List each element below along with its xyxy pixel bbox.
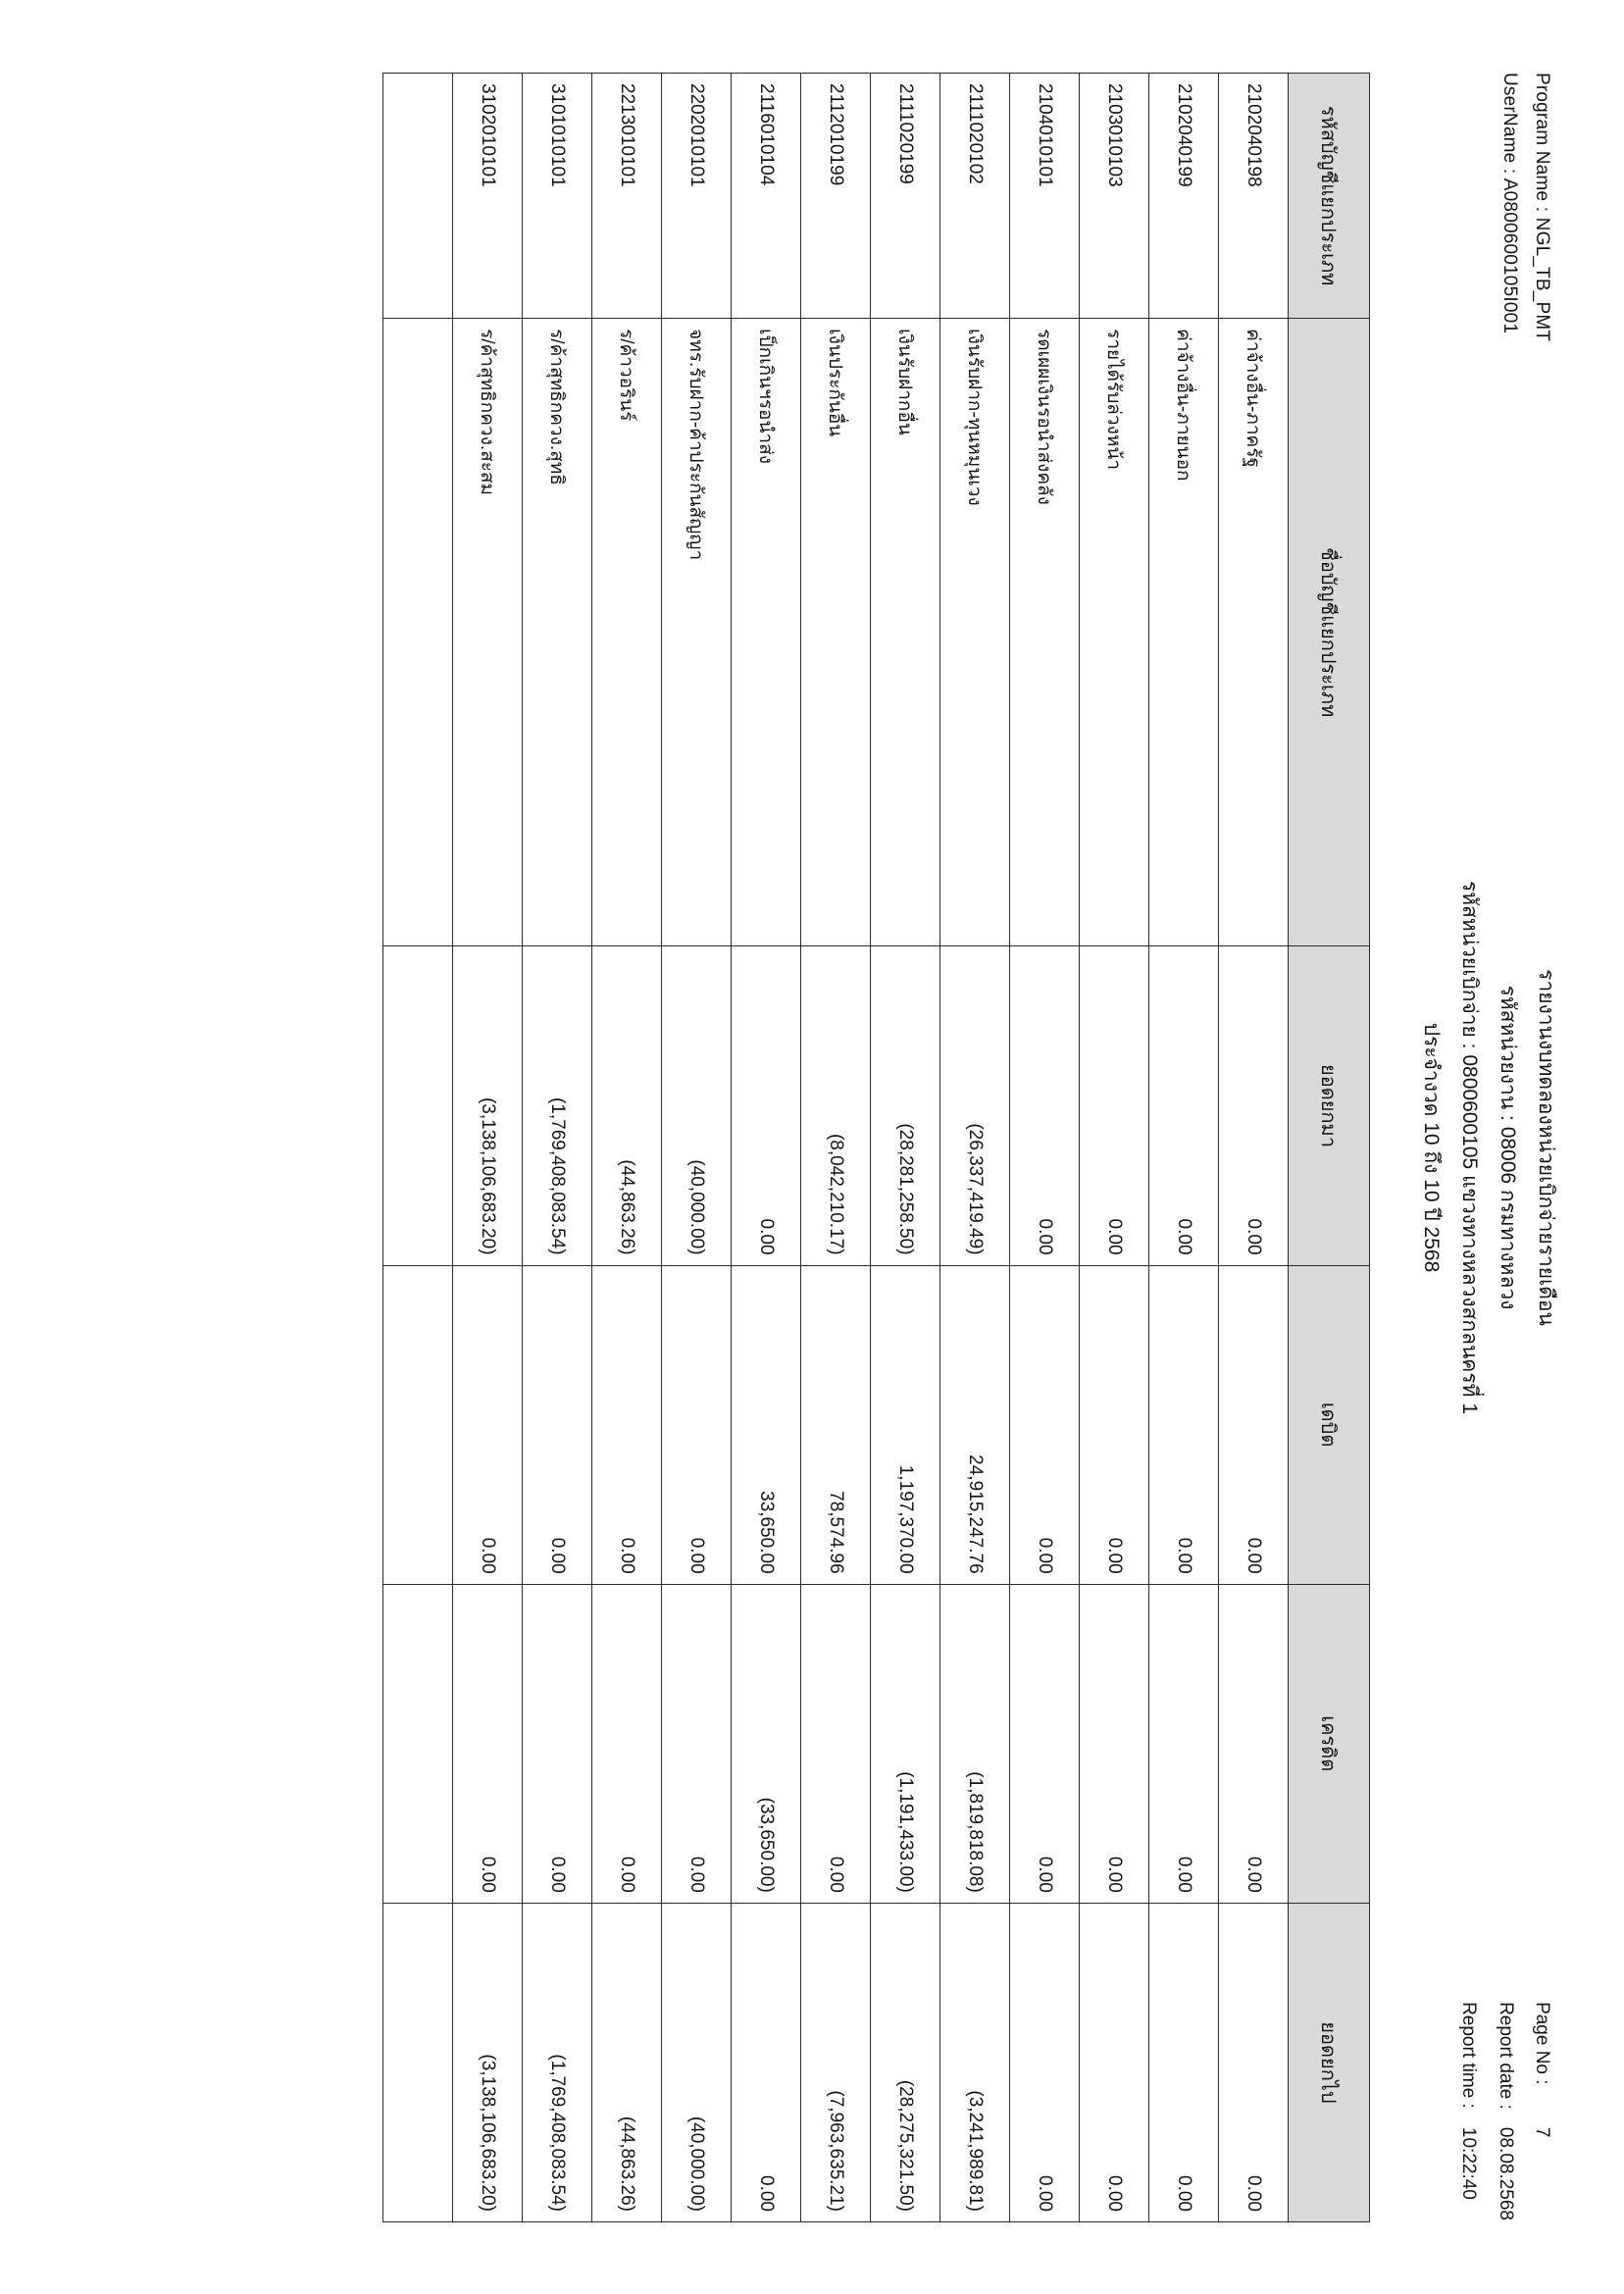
cell-opening-balance: 0.00 bbox=[1010, 945, 1080, 1264]
header-center-block bbox=[1412, 39, 1564, 2256]
cell-closing-balance: (3,241,989.81) bbox=[940, 1903, 1010, 2221]
col-closing-balance: ยอดยกไป bbox=[1289, 1903, 1370, 2221]
cell-closing-balance: 0.00 bbox=[1219, 1903, 1289, 2221]
username-label: UserName : bbox=[1498, 72, 1520, 174]
cell-debit: 78,574.96 bbox=[801, 1265, 871, 1584]
cell-credit: (33,650.00) bbox=[732, 1584, 801, 1903]
cell-credit: 0.00 bbox=[592, 1584, 662, 1903]
cell-account-name: รายได้รับล่วงหน้า bbox=[1080, 318, 1149, 945]
cell-debit: 0.00 bbox=[523, 1265, 592, 1584]
cell-credit: 0.00 bbox=[1149, 1584, 1219, 1903]
header-right-block bbox=[1448, 2002, 1558, 2220]
cell-closing-balance: 0.00 bbox=[732, 1903, 801, 2221]
cell-credit: 0.00 bbox=[453, 1584, 523, 1903]
cell-blank bbox=[383, 1584, 453, 1903]
cell-account-code: 2111020102 bbox=[940, 73, 1010, 318]
cell-closing-balance: 0.00 bbox=[1080, 1903, 1149, 2221]
report-body bbox=[42, 39, 1582, 2256]
page-no-row bbox=[1522, 2002, 1558, 2220]
report-time-value: 10:22:40 bbox=[1458, 2126, 1480, 2200]
table-row bbox=[940, 73, 1010, 2221]
report-date-label: Report date : bbox=[1495, 2001, 1516, 2110]
table-header-row bbox=[1289, 73, 1370, 2221]
table-row bbox=[1010, 73, 1080, 2221]
cell-credit: 0.00 bbox=[1080, 1584, 1149, 1903]
cell-account-code: 2102040198 bbox=[1219, 73, 1289, 318]
cell-account-name: ค่าจ้างอื่น-ภายนอก bbox=[1149, 318, 1219, 945]
cell-account-code: 2111020199 bbox=[871, 73, 940, 318]
cell-credit: 0.00 bbox=[523, 1584, 592, 1903]
cell-opening-balance: (1,769,408,083.54) bbox=[523, 945, 592, 1264]
cell-closing-balance: (40,000.00) bbox=[662, 1903, 732, 2221]
cell-opening-balance: (8,042,210.17) bbox=[801, 945, 871, 1264]
cell-closing-balance: 0.00 bbox=[1010, 1903, 1080, 2221]
report-date-value: 08.08.2568 bbox=[1495, 2126, 1516, 2220]
cell-opening-balance: 0.00 bbox=[1219, 945, 1289, 1264]
agency-line: รหัสหน่วยงาน : 08006 กรมทางหลวง bbox=[1497, 985, 1520, 1309]
report-title: รายงานงบทดลองหน่วยเบิกจ่ายรายเดือน bbox=[1535, 968, 1557, 1326]
cell-blank bbox=[383, 1265, 453, 1584]
cell-debit: 0.00 bbox=[1219, 1265, 1289, 1584]
table-row bbox=[732, 73, 801, 2221]
table-row bbox=[592, 73, 662, 2221]
table-row bbox=[662, 73, 732, 2221]
username-value: A0800600105I001 bbox=[1498, 178, 1520, 333]
col-account-code: รหัสบัญชีแยกประเภท bbox=[1289, 73, 1370, 318]
cell-account-code: 2104010101 bbox=[1010, 73, 1080, 318]
cell-debit: 1,197,370.00 bbox=[871, 1265, 940, 1584]
cell-account-name: เงินรับฝากอื่น bbox=[871, 318, 940, 945]
col-opening-balance: ยอดยกมา bbox=[1289, 945, 1370, 1264]
cell-account-code: 3102010101 bbox=[453, 73, 523, 318]
table-row bbox=[1149, 73, 1219, 2221]
cell-opening-balance: (44,863.26) bbox=[592, 945, 662, 1264]
program-name-value: NGL_TB_PMT bbox=[1532, 217, 1552, 341]
cell-opening-balance: (3,138,106,683.20) bbox=[453, 945, 523, 1264]
cell-account-name: ร/ค้าสุทธิกควง.สะสม bbox=[453, 318, 523, 945]
cell-credit: 0.00 bbox=[662, 1584, 732, 1903]
col-debit: เดบิต bbox=[1289, 1265, 1370, 1584]
report-time-label: Report time : bbox=[1458, 2001, 1480, 2109]
cell-opening-balance: 0.00 bbox=[1149, 945, 1219, 1264]
cell-debit: 0.00 bbox=[453, 1265, 523, 1584]
cell-account-code: 2213010101 bbox=[592, 73, 662, 318]
rotated-report-canvas bbox=[42, 39, 1582, 2256]
disbursement-unit-line: รหัสหน่วยเบิกจ่าย : 0800600105 แขวงทางหลวงสกลนครที่ 1 bbox=[1458, 880, 1482, 1414]
cell-account-code: 2202010101 bbox=[662, 73, 732, 318]
report-header bbox=[1376, 39, 1582, 2256]
page-no-value: 7 bbox=[1532, 2126, 1552, 2137]
cell-account-name: รดเผผเงินรอนำส่งคลัง bbox=[1010, 318, 1080, 945]
table-row bbox=[1080, 73, 1149, 2221]
table-row-blank bbox=[383, 73, 453, 2221]
trial-balance-table bbox=[382, 73, 1370, 2222]
cell-account-code: 2116010104 bbox=[732, 73, 801, 318]
cell-opening-balance: 0.00 bbox=[1080, 945, 1149, 1264]
table-body bbox=[383, 73, 1289, 2221]
cell-account-code: 2102040199 bbox=[1149, 73, 1219, 318]
cell-credit: (1,191,433.00) bbox=[871, 1584, 940, 1903]
cell-credit: 0.00 bbox=[1219, 1584, 1289, 1903]
cell-debit: 33,650.00 bbox=[732, 1265, 801, 1584]
cell-opening-balance: (28,281,258.50) bbox=[871, 945, 940, 1264]
cell-blank bbox=[383, 1903, 453, 2221]
cell-debit: 0.00 bbox=[662, 1265, 732, 1584]
cell-closing-balance: (1,769,408,083.54) bbox=[523, 1903, 592, 2221]
cell-account-name: เงินรับฝาก-ทุนหมุนเวง bbox=[940, 318, 1010, 945]
cell-account-name: ร/ค้าสุทธิกควง.สุทธิ bbox=[523, 318, 592, 945]
cell-account-code: 2103010103 bbox=[1080, 73, 1149, 318]
table-row bbox=[871, 73, 940, 2221]
cell-debit: 0.00 bbox=[1080, 1265, 1149, 1584]
table-row bbox=[1219, 73, 1289, 2221]
cell-blank bbox=[383, 318, 453, 945]
cell-account-name: ค่าจ้างอื่น-ภาครัฐ bbox=[1219, 318, 1289, 945]
table-row bbox=[523, 73, 592, 2221]
cell-credit: 0.00 bbox=[801, 1584, 871, 1903]
cell-account-name: ร/ค้าวอรินร์ bbox=[592, 318, 662, 945]
cell-debit: 24,915,247.76 bbox=[940, 1265, 1010, 1584]
cell-account-name: เงินประกันอื่น bbox=[801, 318, 871, 945]
cell-credit: 0.00 bbox=[1010, 1584, 1080, 1903]
col-account-name: ชื่อบัญชีแยกประเภท bbox=[1289, 318, 1370, 945]
page-no-label: Page No : bbox=[1532, 2001, 1552, 2085]
report-time-row bbox=[1448, 2002, 1485, 2220]
cell-account-code: 2112010199 bbox=[801, 73, 871, 318]
cell-opening-balance: 0.00 bbox=[732, 945, 801, 1264]
cell-credit: (1,819,818.08) bbox=[940, 1584, 1010, 1903]
report-date-row bbox=[1486, 2002, 1522, 2220]
table-row bbox=[453, 73, 523, 2221]
cell-debit: 0.00 bbox=[1010, 1265, 1080, 1584]
cell-blank bbox=[383, 73, 453, 318]
table-row bbox=[801, 73, 871, 2221]
cell-opening-balance: (26,337,419.49) bbox=[940, 945, 1010, 1264]
cell-closing-balance: 0.00 bbox=[1149, 1903, 1219, 2221]
cell-account-name: จทร.รับฝาก-ค้าประกันสัญญา bbox=[662, 318, 732, 945]
cell-closing-balance: (7,963,635.21) bbox=[801, 1903, 871, 2221]
program-name-label: Program Name : bbox=[1532, 72, 1552, 212]
cell-debit: 0.00 bbox=[1149, 1265, 1219, 1584]
cell-account-code: 3101010101 bbox=[523, 73, 592, 318]
cell-opening-balance: (40,000.00) bbox=[662, 945, 732, 1264]
period-line: ประจำงวด 10 ถึง 10 ปี 2568 bbox=[1420, 1022, 1444, 1272]
col-credit: เครดิต bbox=[1289, 1584, 1370, 1903]
cell-closing-balance: (28,275,321.50) bbox=[871, 1903, 940, 2221]
cell-account-name: เป็กเกินฯรอนำส่ง bbox=[732, 318, 801, 945]
cell-closing-balance: (3,138,106,683.20) bbox=[453, 1903, 523, 2221]
cell-debit: 0.00 bbox=[592, 1265, 662, 1584]
cell-closing-balance: (44,863.26) bbox=[592, 1903, 662, 2221]
cell-blank bbox=[383, 945, 453, 1264]
